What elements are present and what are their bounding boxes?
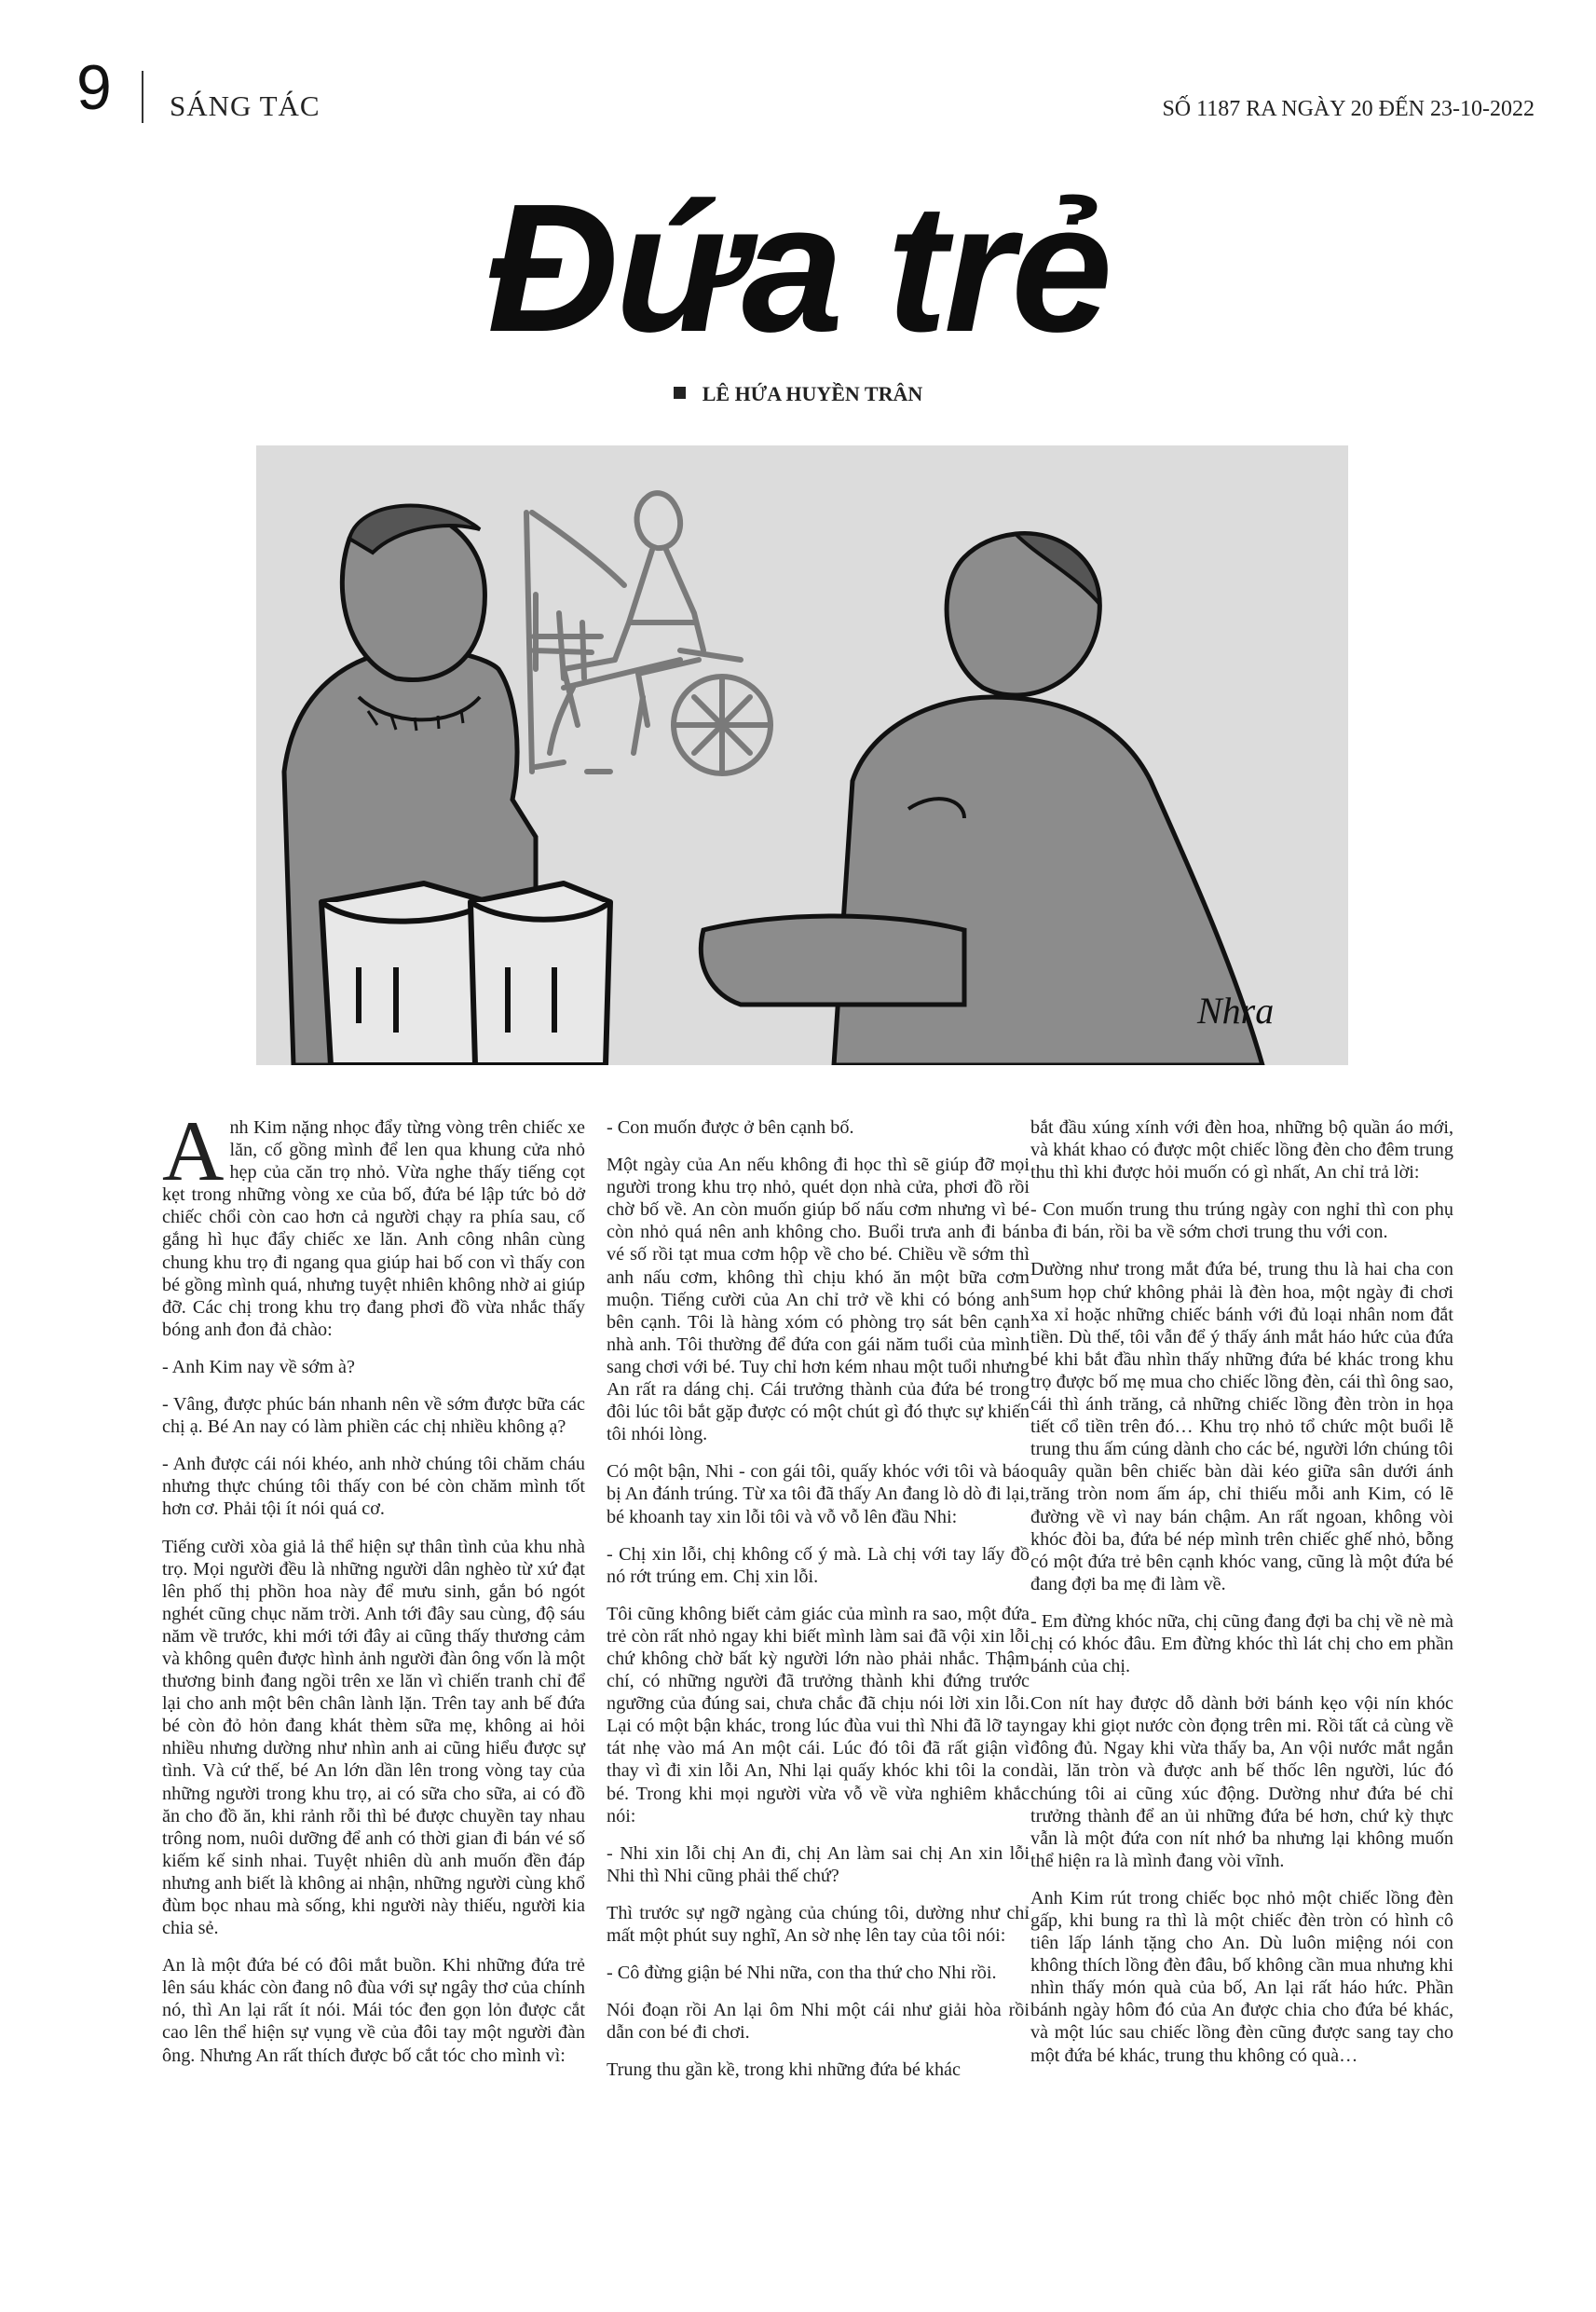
illustration (256, 445, 1348, 1065)
paragraph: Con nít hay được dỗ dành bởi bánh kẹo vội nín khóc ngay khi giọt nước còn đọng trên mi. Rồi tất cả cùng về đông đủ. Ngay khi vừa thấy ba, An vội nước mắt ngắn dài, lăn tròn và được anh bế thốc lên người, lúc đó chúng tôi ai cũng xúc động. Dường như đứa bé chỉ trưởng thành để an ủi những đứa bé hơn, chứ kỳ thực vẫn là một đứa con nít nhớ ba nhưng lại không muốn thể hiện ra là mình đang vòi vĩnh. (1030, 1693, 1453, 1871)
paragraph: An là một đứa bé có đôi mắt buồn. Khi những đứa trẻ lên sáu khác còn đang nô đùa với sự ngây thơ của chính nó, thì An lại rất ít nói. Mái tóc đen gọn lỏn được cắt cao lên thể hiện sự vụng về của đôi tay một người đàn ông. Nhưng An rất thích được bố cắt tóc cho mình vì: (162, 1955, 585, 2066)
section-name: SÁNG TÁC (170, 89, 321, 122)
byline (0, 382, 1596, 406)
header-divider (142, 71, 143, 123)
paragraph: - Em đừng khóc nữa, chị cũng đang đợi ba chị về nè mà chị có khóc đâu. Em đừng khóc thì lát chị cho em phần bánh của chị. (1030, 1610, 1453, 1677)
paragraph: Dường như trong mắt đứa bé, trung thu là hai cha con sum họp chứ không phải là đèn hoa, một ngày đi chơi xa xỉ hoặc những chiếc bánh với đủ loại nhân nom đắt tiền. Dù thế, tôi vẫn để ý thấy ánh mắt háo hức của đứa bé khi bắt đầu nhìn thấy những đứa bé khác trong khu trọ được bố mẹ mua cho chiếc lồng đèn, cái thì ông sao, cái thì ánh trăng, cả những chiếc lồng đèn tròn in họa tiết cổ tiền trên đó… Khu trọ nhỏ tổ chức một buổi lễ trung thu ấm cúng dành cho các bé, người lớn chúng tôi quây quần bên chiếc bàn dài kéo giữa sân dưới ánh trăng tròn nom ấm áp, chỉ thiếu mỗi anh Kim, có lẽ đường về vì nay bán chậm. An rất ngoan, không vòi khóc đòi ba, đứa bé nép mình trên chiếc ghế nhỏ, bỗng có một đứa trẻ bên cạnh khóc vang, cũng là một đứa bé đang đợi ba mẹ đi làm về. (1030, 1259, 1453, 1594)
paragraph: Thì trước sự ngỡ ngàng của chúng tôi, dường như chỉ mất một phút suy nghĩ, An sờ nhẹ lên tay của tôi nói: (607, 1902, 1030, 1946)
paragraph: Tôi cũng không biết cảm giác của mình ra sao, một đứa trẻ còn rất nhỏ ngay khi biết mình làm sai đã vội xin lỗi chứ không chờ bất kỳ người lớn nào phải nhắc. Thậm chí, có những người đã trưởng thành khi đứng trước ngưỡng của đúng sai, chưa chắc đã chịu nói lời xin lỗi. Lại có một bận khác, trong lúc đùa vui thì Nhi đã lỡ tay tát nhẹ vào má An một cái. Lúc đó tôi đã rất giận vì thay vì đi xin lỗi An, Nhi lại quấy khóc khi tôi la con bé. Trong khi mọi người vừa vỗ về vừa nghiêm khắc nói: (607, 1603, 1030, 1826)
text-column-1 (162, 1103, 585, 2082)
page-header (0, 0, 1596, 130)
page-number: 9 (76, 52, 112, 123)
paragraph: - Nhi xin lỗi chị An đi, chị An làm sai chị An xin lỗi Nhi thì Nhi cũng phải thế chứ? (607, 1842, 1030, 1886)
paragraph: Nói đoạn rồi An lại ôm Nhi một cái như giải hòa rồi dẫn con bé đi chơi. (607, 2000, 1030, 2044)
dropcap: A (162, 1103, 225, 1198)
paragraph: - Chị xin lỗi, chị không cố ý mà. Là chị với tay lấy đồ nó rớt trúng em. Chị xin lỗi. (607, 1543, 1030, 1587)
paragraph: Anh Kim rút trong chiếc bọc nhỏ một chiếc lồng đèn gấp, khi bung ra thì là một chiếc đèn tròn có hình cô tiên lấp lánh tặng cho An. Dù luôn miệng nói con không thích lồng đèn đâu, bố không cần mua nhưng khi nhìn thấy món quà của bố, An lại rất háo hức. Phần bánh ngày hôm đó của An được chia cho đứa bé khác, và một lúc sau chiếc lồng đèn cũng được sang tay cho một đứa bé khác, trung thu không có quà… (1030, 1887, 1453, 2066)
paragraph: Trung thu gần kề, trong khi những đứa bé khác (607, 2059, 961, 2081)
paragraph: - Vâng, được phúc bán nhanh nên về sớm được bữa các chị ạ. Bé An nay có làm phiền các chị nhiều không ạ? (162, 1394, 585, 1438)
paragraph: - Cô đừng giận bé Nhi nữa, con tha thứ cho Nhi rồi. (607, 1963, 997, 1984)
text-column-2 (607, 1116, 1030, 2096)
issue-info: SỐ 1187 RA NGÀY 20 ĐẾN 23-10-2022 (1162, 97, 1535, 121)
text-column-3 (1030, 1116, 1453, 2082)
paragraph: Một ngày của An nếu không đi học thì sẽ giúp đỡ mọi người trong khu trọ nhỏ, quét dọn nhà cửa, phơi đồ rồi chờ bố về. An còn muốn giúp bố nấu cơm nhưng vì bé còn nhỏ quá nên anh không cho. Buổi trưa anh đi bán vé số rồi tạt mua cơm hộp về cho bé. Chiều về sớm thì anh nấu cơm, không thì chịu khó ăn một bữa cơm muộn. Tiếng cười của An chỉ trở về khi có bóng anh bên cạnh. Tôi là hàng xóm có phòng trọ sát bên cạnh nhà anh. Tôi thường để đứa con gái năm tuổi của mình sang chơi với bé. Tuy chỉ hơn kém nhau một tuổi nhưng An rất ra dáng chị. Cái trưởng thành của đứa bé trong đôi lúc tôi bắt gặp được có một chút gì đó thực sự khiến tôi nhói lòng. (607, 1155, 1030, 1445)
paragraph: - Con muốn trung thu trúng ngày con nghỉ thì con phụ ba đi bán, rồi ba về sớm chơi trung thu với con. (1030, 1199, 1453, 1243)
paragraph: Có một bận, Nhi - con gái tôi, quấy khóc với tôi và báo bị An đánh trúng. Từ xa tôi đã thấy An đang lò dò đi lại, bé khoanh tay xin lỗi tôi và vỗ vỗ lên đầu Nhi: (607, 1461, 1030, 1527)
author-name: LÊ HỨA HUYỀN TRÂN (702, 382, 923, 405)
paragraph: Anh Kim nặng nhọc đẩy từng vòng trên chiếc xe lăn, cố gồng mình để len qua khung cửa nhỏ hẹp của căn trọ nhỏ. Vừa nghe thấy tiếng cọt kẹt trong những vòng xe của bố, đứa bé lập tức bỏ dở chiếc chổi còn cao hơn cả người chạy ra phía sau, cố gắng hì hục đẩy chiếc xe lăn. Anh công nhân cùng chung khu trọ đi ngang qua giúp hai bố con vì thấy con bé gồng mình quá, nhưng tuyệt nhiên không nhờ ai giúp đỡ. Các chị trong khu trọ đang phơi đồ vừa nhắc thấy bóng anh đon đả chào: (162, 1103, 585, 1340)
paragraph: Tiếng cười xòa giả lả thể hiện sự thân tình của khu nhà trọ. Mọi người đều là những người dân nghèo từ xứ đạt lên phố thị phồn hoa này để mưu sinh, gắn bó ngót nghét cũng chục năm trời. Anh tới đây sau cùng, độ sáu năm về trước, khi mới tới đây ai cũng thấy thương cảm và không quên được hình ảnh người đàn ông vốn là một thương binh đang ngồi trên xe lăn vì chiến tranh chỉ để lại cho anh một bên chân lành lặn. Trên tay anh bế đứa bé còn đỏ hỏn đang khát thèm sữa mẹ, không ai hỏi nhiều nhưng dường như nhìn anh ai cũng hiểu được sự tình. Và cứ thế, bé An lớn dần lên trong vòng tay của những người trong khu trọ, ai có sữa cho sữa, ai có đồ ăn cho đồ ăn, khi rảnh rỗi thì bé được chuyền tay nhau trông nom, nuôi dưỡng để anh có thời gian đi bán vé số kiếm kế sinh nhai. Tuyệt nhiên dù anh muốn đền đáp nhưng anh biết là không ai nhận, những người cùng khổ đùm bọc nhau mà sống, khi người này thiếu, người kia chia sẻ. (162, 1536, 585, 1939)
paragraph: - Con muốn được ở bên cạnh bố. (607, 1117, 854, 1138)
article-title: Đứa trẻ (486, 166, 1110, 370)
paragraph: bắt đầu xúng xính với đèn hoa, những bộ quần áo mới, và khát khao có được một chiếc lồng đèn cho đêm trung thu thì khi được hỏi muốn có gì nhất, An chỉ trả lời: (1030, 1117, 1453, 1183)
byline-square-icon (674, 387, 686, 399)
paragraph: - Anh được cái nói khéo, anh nhờ chúng tôi chăm cháu nhưng thực chúng tôi thấy con bé còn chăm mình tốt hơn cơ. Phải tội ít nói quá cơ. (162, 1454, 585, 1520)
cooking-pots (321, 883, 610, 1065)
artist-signature: Nhra (1197, 990, 1275, 1032)
paragraph: - Anh Kim nay về sớm à? (162, 1356, 355, 1377)
